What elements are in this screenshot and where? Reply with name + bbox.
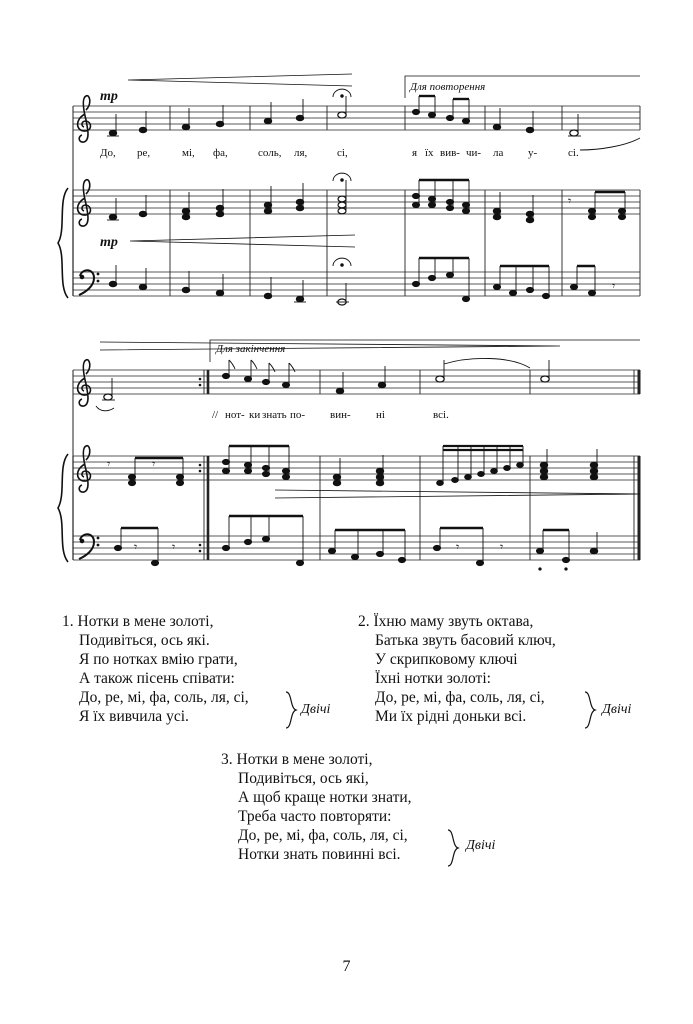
verse-line: А щоб краще нотки знати,	[238, 789, 412, 806]
voice-notes-1	[107, 89, 640, 150]
page-number: 7	[342, 958, 351, 975]
voice-staff-1	[73, 106, 640, 130]
piano-lh-notes-2	[114, 516, 597, 570]
verse-line: До, ре, мі, фа, соль, ля, сі,	[238, 827, 408, 844]
svg-text:ки: ки	[249, 409, 261, 421]
svg-text:ні: ні	[376, 409, 385, 421]
lyrics-line-1	[100, 147, 579, 159]
decrescendo-hairpin	[100, 342, 560, 350]
svg-text:сі,: сі,	[337, 147, 348, 159]
svg-text:ре,: ре,	[137, 147, 151, 159]
repeat-label: Двічі	[602, 702, 632, 717]
svg-text:знать: знать	[262, 409, 287, 421]
verse-number: 1.	[62, 613, 74, 630]
volta-label: Для закінчення	[216, 343, 286, 355]
svg-text://: //	[212, 409, 219, 421]
svg-text:ля,: ля,	[294, 147, 308, 159]
svg-text:ла: ла	[493, 147, 504, 159]
system-1	[73, 106, 640, 296]
verse-line: Їхні нотки золоті:	[375, 670, 491, 687]
repeat-label: Двічі	[466, 838, 496, 853]
verse-line: До, ре, мі, фа, соль, ля, сі,	[79, 689, 249, 706]
svg-text:вин-: вин-	[330, 409, 351, 421]
svg-text:𝄾: 𝄾	[456, 540, 460, 554]
piano-lh-staff-1	[73, 272, 640, 296]
svg-text:я: я	[412, 147, 418, 159]
piano-lh-notes-1	[109, 258, 615, 305]
lyrics-line-2	[212, 409, 449, 421]
verse-line: У скрипковому ключі	[375, 651, 518, 668]
piano-brace	[58, 188, 68, 298]
verse-line: Нотки знать повинні всі.	[238, 846, 401, 863]
decrescendo-hairpin	[275, 490, 640, 498]
verse-2	[358, 612, 556, 726]
svg-text:чи-: чи-	[466, 147, 482, 159]
voice-staff-2	[73, 370, 640, 394]
verse-line: Їхню маму звуть октава,	[373, 613, 534, 630]
verse-line: Нотки в мене золоті,	[236, 751, 373, 768]
verse-1	[62, 612, 249, 726]
verse-line: До, ре, мі, фа, соль, ля, сі,	[375, 689, 545, 706]
dynamic-mp: mp	[100, 235, 118, 250]
verse-line: Нотки в мене золоті,	[77, 613, 214, 630]
repeat-brace	[284, 690, 298, 730]
verse-number: 2.	[358, 613, 370, 630]
svg-text:соль,: соль,	[258, 147, 282, 159]
svg-text:їх: їх	[425, 147, 434, 159]
verse-line: Подивіться, ось які,	[238, 770, 369, 787]
dynamic-mp: mp	[100, 89, 118, 104]
voice-notes-2	[96, 358, 549, 410]
repeat-brace	[446, 828, 460, 868]
verse-number: 3.	[221, 751, 233, 768]
volta-label: Для повторення	[410, 81, 486, 93]
piano-rh-staff-2	[73, 456, 640, 480]
piano-brace	[58, 454, 68, 562]
crescendo-hairpin	[130, 235, 355, 247]
svg-text:всі.: всі.	[433, 409, 449, 421]
svg-text:по-: по-	[290, 409, 306, 421]
svg-text:мі,: мі,	[182, 147, 195, 159]
svg-text:𝄾: 𝄾	[107, 457, 111, 471]
verse-line: Подивіться, ось які.	[79, 632, 210, 649]
svg-text:𝄾: 𝄾	[134, 540, 138, 554]
svg-text:𝄾: 𝄾	[568, 194, 572, 208]
svg-text:нот-: нот-	[225, 409, 245, 421]
svg-text:у-: у-	[528, 147, 538, 159]
crescendo-hairpin	[128, 74, 352, 86]
piano-rh-staff-1	[73, 190, 640, 214]
verse-line: Ми їх рідні доньки всі.	[375, 708, 527, 725]
piano-rh-notes-1	[107, 173, 626, 223]
svg-text:𝄾: 𝄾	[152, 457, 156, 471]
svg-text:фа,: фа,	[213, 147, 228, 159]
svg-text:сі.: сі.	[568, 147, 579, 159]
repeat-label: Двічі	[301, 702, 331, 717]
svg-text:𝄾: 𝄾	[500, 540, 504, 554]
verse-line: Батька звуть басовий ключ,	[375, 632, 556, 649]
repeat-brace	[583, 690, 597, 730]
verse-line: Я по нотках вмію грати,	[79, 651, 238, 668]
verse-3	[221, 750, 412, 864]
svg-text:вив-: вив-	[440, 147, 460, 159]
svg-text:𝄾: 𝄾	[172, 540, 176, 554]
svg-text:𝄾: 𝄾	[612, 279, 616, 293]
verse-line: А також пісень співати:	[79, 670, 235, 687]
svg-text:До,: До,	[100, 147, 116, 159]
verse-line: Я їх вивчила усі.	[79, 708, 189, 725]
verse-line: Треба часто повторяти:	[238, 808, 392, 825]
